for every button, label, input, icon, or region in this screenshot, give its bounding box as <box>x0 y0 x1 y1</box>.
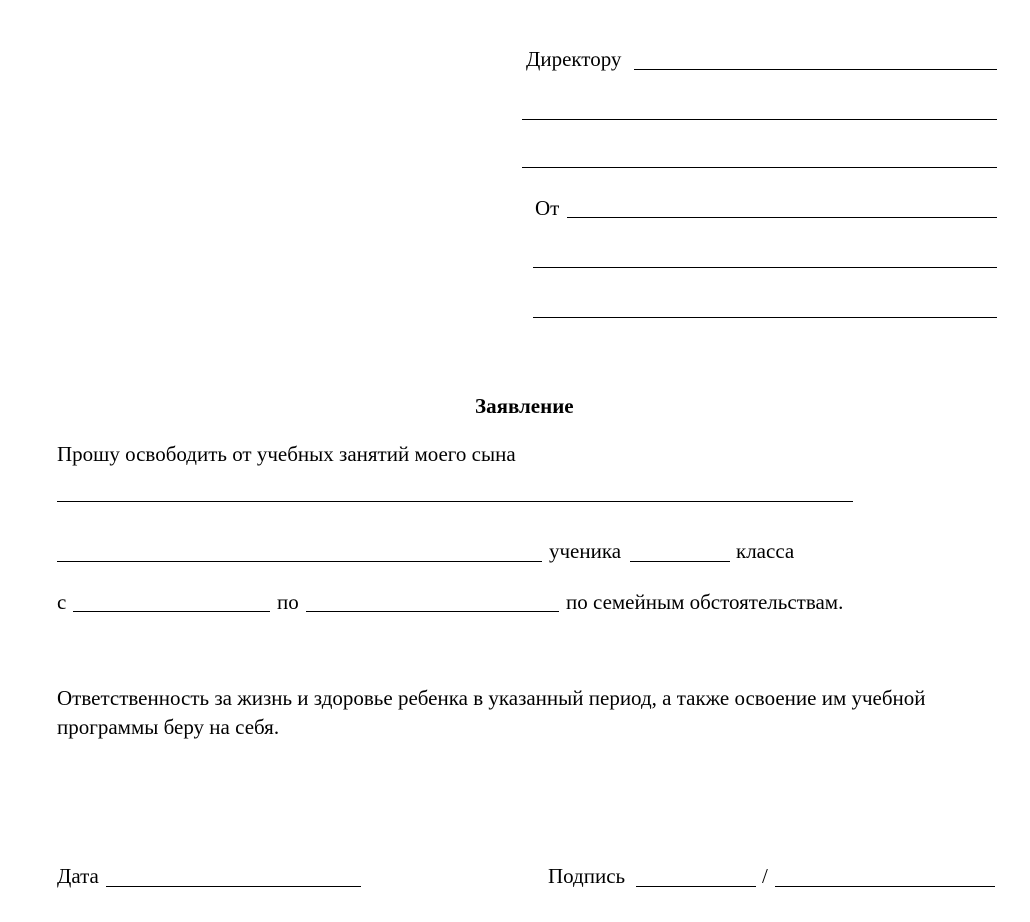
reason-text: по семейным обстоятельствам. <box>566 590 844 614</box>
signature-separator: / <box>762 864 768 888</box>
document-title: Заявление <box>475 394 574 418</box>
date-label: Дата <box>57 864 99 888</box>
signature-line[interactable] <box>636 886 756 887</box>
from-name-line[interactable] <box>567 217 997 218</box>
responsibility-text: Ответственность за жизнь и здоровье ребенка в указанный период, а также освоение им учебной программы беру на себя. <box>57 686 926 739</box>
student-label: ученика <box>549 539 622 563</box>
period-to-label: по <box>277 590 299 614</box>
child-name-line[interactable] <box>57 501 853 502</box>
period-to-line[interactable] <box>306 611 559 612</box>
director-name-line[interactable] <box>634 69 997 70</box>
child-name-line-2[interactable] <box>57 561 542 562</box>
director-label: Директору <box>526 47 622 71</box>
period-from-line[interactable] <box>73 611 270 612</box>
from-line-2[interactable] <box>533 267 997 268</box>
class-line[interactable] <box>630 561 730 562</box>
from-line-3[interactable] <box>533 317 997 318</box>
director-line-3[interactable] <box>522 167 997 168</box>
class-label: класса <box>736 539 795 563</box>
signature-label: Подпись <box>548 864 626 888</box>
date-line[interactable] <box>106 886 361 887</box>
request-text: Прошу освободить от учебных занятий моего сына <box>57 442 516 466</box>
from-label: От <box>535 196 560 220</box>
signature-name-line[interactable] <box>775 886 995 887</box>
director-line-2[interactable] <box>522 119 997 120</box>
period-from-label: с <box>57 590 67 614</box>
